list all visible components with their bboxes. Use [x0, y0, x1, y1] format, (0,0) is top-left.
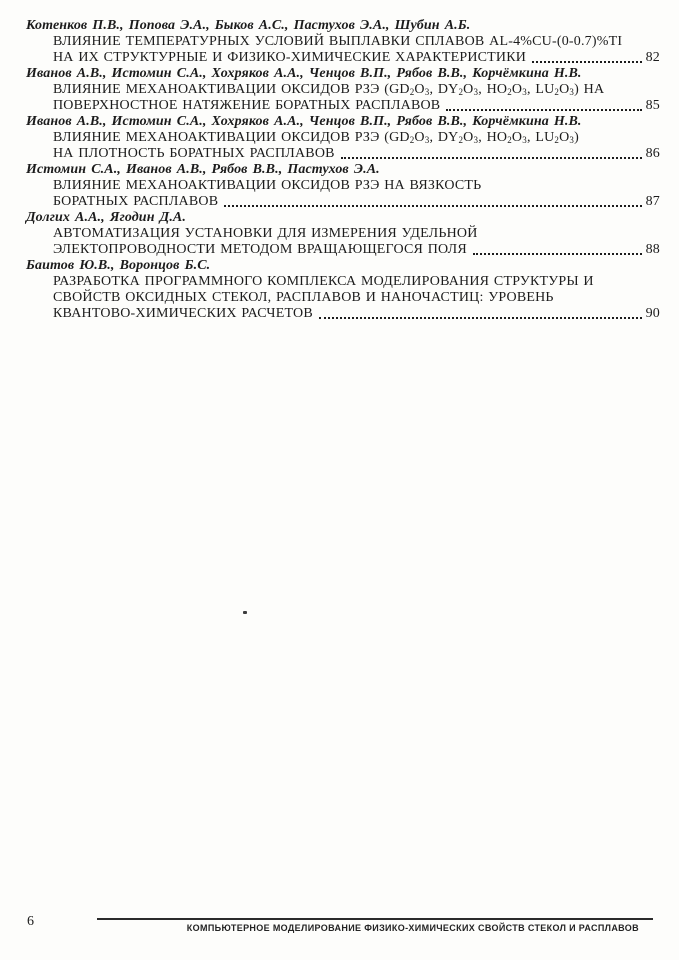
entry-authors: Баитов Ю.В., Воронцов Б.С. — [26, 258, 211, 273]
title-text: ПОВЕРХНОСТНОЕ НАТЯЖЕНИЕ БОРАТНЫХ РАСПЛАВОВ — [53, 98, 441, 113]
chemical-subscript: 2 — [409, 87, 415, 97]
page-number: 6 — [27, 914, 34, 929]
chemical-subscript: 3 — [473, 87, 479, 97]
entry-authors: Котенков П.В., Попова Э.А., Быков А.С., Пастухов Э.А., Шубин А.Б. — [26, 18, 471, 33]
running-title: КОМПЬЮТЕРНОЕ МОДЕЛИРОВАНИЕ ФИЗИКО-ХИМИЧЕСКИХ СВОЙСТВ СТЕКОЛ И РАСПЛАВОВ — [186, 923, 639, 933]
dot-leader — [341, 157, 642, 159]
chemical-subscript: 3 — [424, 135, 430, 145]
title-text: ВЛИЯНИЕ МЕХАНОАКТИВАЦИИ ОКСИДОВ РЗЭ ($GD_2O_3$, $DY_2O_3$, $HO_2O_3$, $LU_2O_3$) НА — [53, 82, 605, 97]
title-line — [53, 34, 660, 50]
entry-title-block — [26, 226, 660, 258]
chemical-subscript: 3 — [522, 135, 527, 145]
toc-entry — [26, 18, 660, 66]
entry-page-number: 90 — [645, 306, 660, 321]
toc-entry — [26, 114, 660, 162]
title-line — [53, 130, 660, 146]
entry-authors: Иванов А.В., Истомин С.А., Хохряков А.А., Ченцов В.П., Рябов В.В., Корчёмкина Н.В. — [26, 114, 582, 129]
title-line — [53, 290, 660, 306]
dot-leader — [319, 317, 642, 319]
toc-entry — [26, 210, 660, 258]
title-text: ВЛИЯНИЕ МЕХАНОАКТИВАЦИИ ОКСИДОВ РЗЭ НА ВЯЗКОСТЬ — [53, 178, 482, 193]
title-text: ВЛИЯНИЕ МЕХАНОАКТИВАЦИИ ОКСИДОВ РЗЭ ($GD_2O_3$, $DY_2O_3$, $HO_2O_3$, $LU_2O_3$) — [53, 130, 579, 145]
entry-authors: Иванов А.В., Истомин С.А., Хохряков А.А., Ченцов В.П., Рябов В.В., Корчёмкина Н.В. — [26, 66, 582, 81]
title-text: ЭЛЕКТОПРОВОДНОСТИ МЕТОДОМ ВРАЩАЮЩЕГОСЯ ПОЛЯ — [53, 242, 467, 257]
title-text: НА ИХ СТРУКТУРНЫЕ И ФИЗИКО-ХИМИЧЕСКИЕ ХАРАКТЕРИСТИКИ — [53, 50, 527, 65]
title-line — [53, 50, 660, 66]
footer-rule — [97, 918, 653, 920]
title-text: КВАНТОВО-ХИМИЧЕСКИХ РАСЧЕТОВ — [53, 306, 313, 321]
chemical-subscript: 2 — [458, 87, 464, 97]
entry-title-block — [26, 274, 660, 322]
title-line — [53, 82, 660, 98]
toc-entry — [26, 162, 660, 210]
title-text: БОРАТНЫХ РАСПЛАВОВ — [53, 194, 219, 209]
chemical-subscript: 3 — [569, 135, 575, 145]
entry-title-block — [26, 130, 660, 162]
title-line — [53, 98, 660, 114]
entry-authors: Истомин С.А., Иванов А.В., Рябов В.В., Пастухов Э.А. — [26, 162, 380, 177]
chemical-subscript: 3 — [522, 87, 527, 97]
title-line — [53, 226, 660, 242]
chemical-subscript: 2 — [409, 135, 415, 145]
chemical-subscript: 3 — [424, 87, 430, 97]
chemical-subscript: 3 — [473, 135, 479, 145]
title-line — [53, 306, 660, 322]
entry-authors: Долгих А.А., Ягодин Д.А. — [26, 210, 186, 225]
chemical-subscript: 2 — [507, 87, 512, 97]
title-line — [53, 194, 660, 210]
chemical-subscript: 2 — [554, 135, 560, 145]
toc-entry — [26, 66, 660, 114]
chemical-subscript: 2 — [554, 87, 560, 97]
title-text: ВЛИЯНИЕ ТЕМПЕРАТУРНЫХ УСЛОВИЙ ВЫПЛАВКИ СПЛАВОВ AL-4%CU-(0-0.7)%TI — [53, 34, 623, 49]
toc-entry — [26, 258, 660, 322]
dot-leader — [224, 205, 641, 207]
entry-page-number: 87 — [645, 194, 660, 209]
dot-leader — [532, 61, 642, 63]
title-line — [53, 146, 660, 162]
title-line — [53, 242, 660, 258]
entry-page-number: 86 — [645, 146, 660, 161]
chemical-subscript: 3 — [569, 87, 575, 97]
entry-title-block — [26, 178, 660, 210]
title-text: РАЗРАБОТКА ПРОГРАММНОГО КОМПЛЕКСА МОДЕЛИРОВАНИЯ СТРУКТУРЫ И — [53, 274, 594, 289]
toc-list — [26, 18, 660, 322]
entry-title-block — [26, 34, 660, 66]
chemical-subscript: 2 — [507, 135, 512, 145]
dot-leader — [473, 253, 642, 255]
entry-page-number: 85 — [645, 98, 660, 113]
title-line — [53, 178, 660, 194]
scan-speck — [243, 611, 247, 614]
entry-title-block — [26, 82, 660, 114]
title-text: НА ПЛОТНОСТЬ БОРАТНЫХ РАСПЛАВОВ — [53, 146, 335, 161]
title-line — [53, 274, 660, 290]
title-text: СВОЙСТВ ОКСИДНЫХ СТЕКОЛ, РАСПЛАВОВ И НАНОЧАСТИЦ: УРОВЕНЬ — [53, 290, 554, 305]
running-title-block — [97, 918, 653, 933]
title-text: АВТОМАТИЗАЦИЯ УСТАНОВКИ ДЛЯ ИЗМЕРЕНИЯ УДЕЛЬНОЙ — [53, 226, 478, 241]
dot-leader — [446, 109, 641, 111]
chemical-subscript: 2 — [458, 135, 464, 145]
entry-page-number: 88 — [645, 242, 660, 257]
entry-page-number: 82 — [645, 50, 660, 65]
